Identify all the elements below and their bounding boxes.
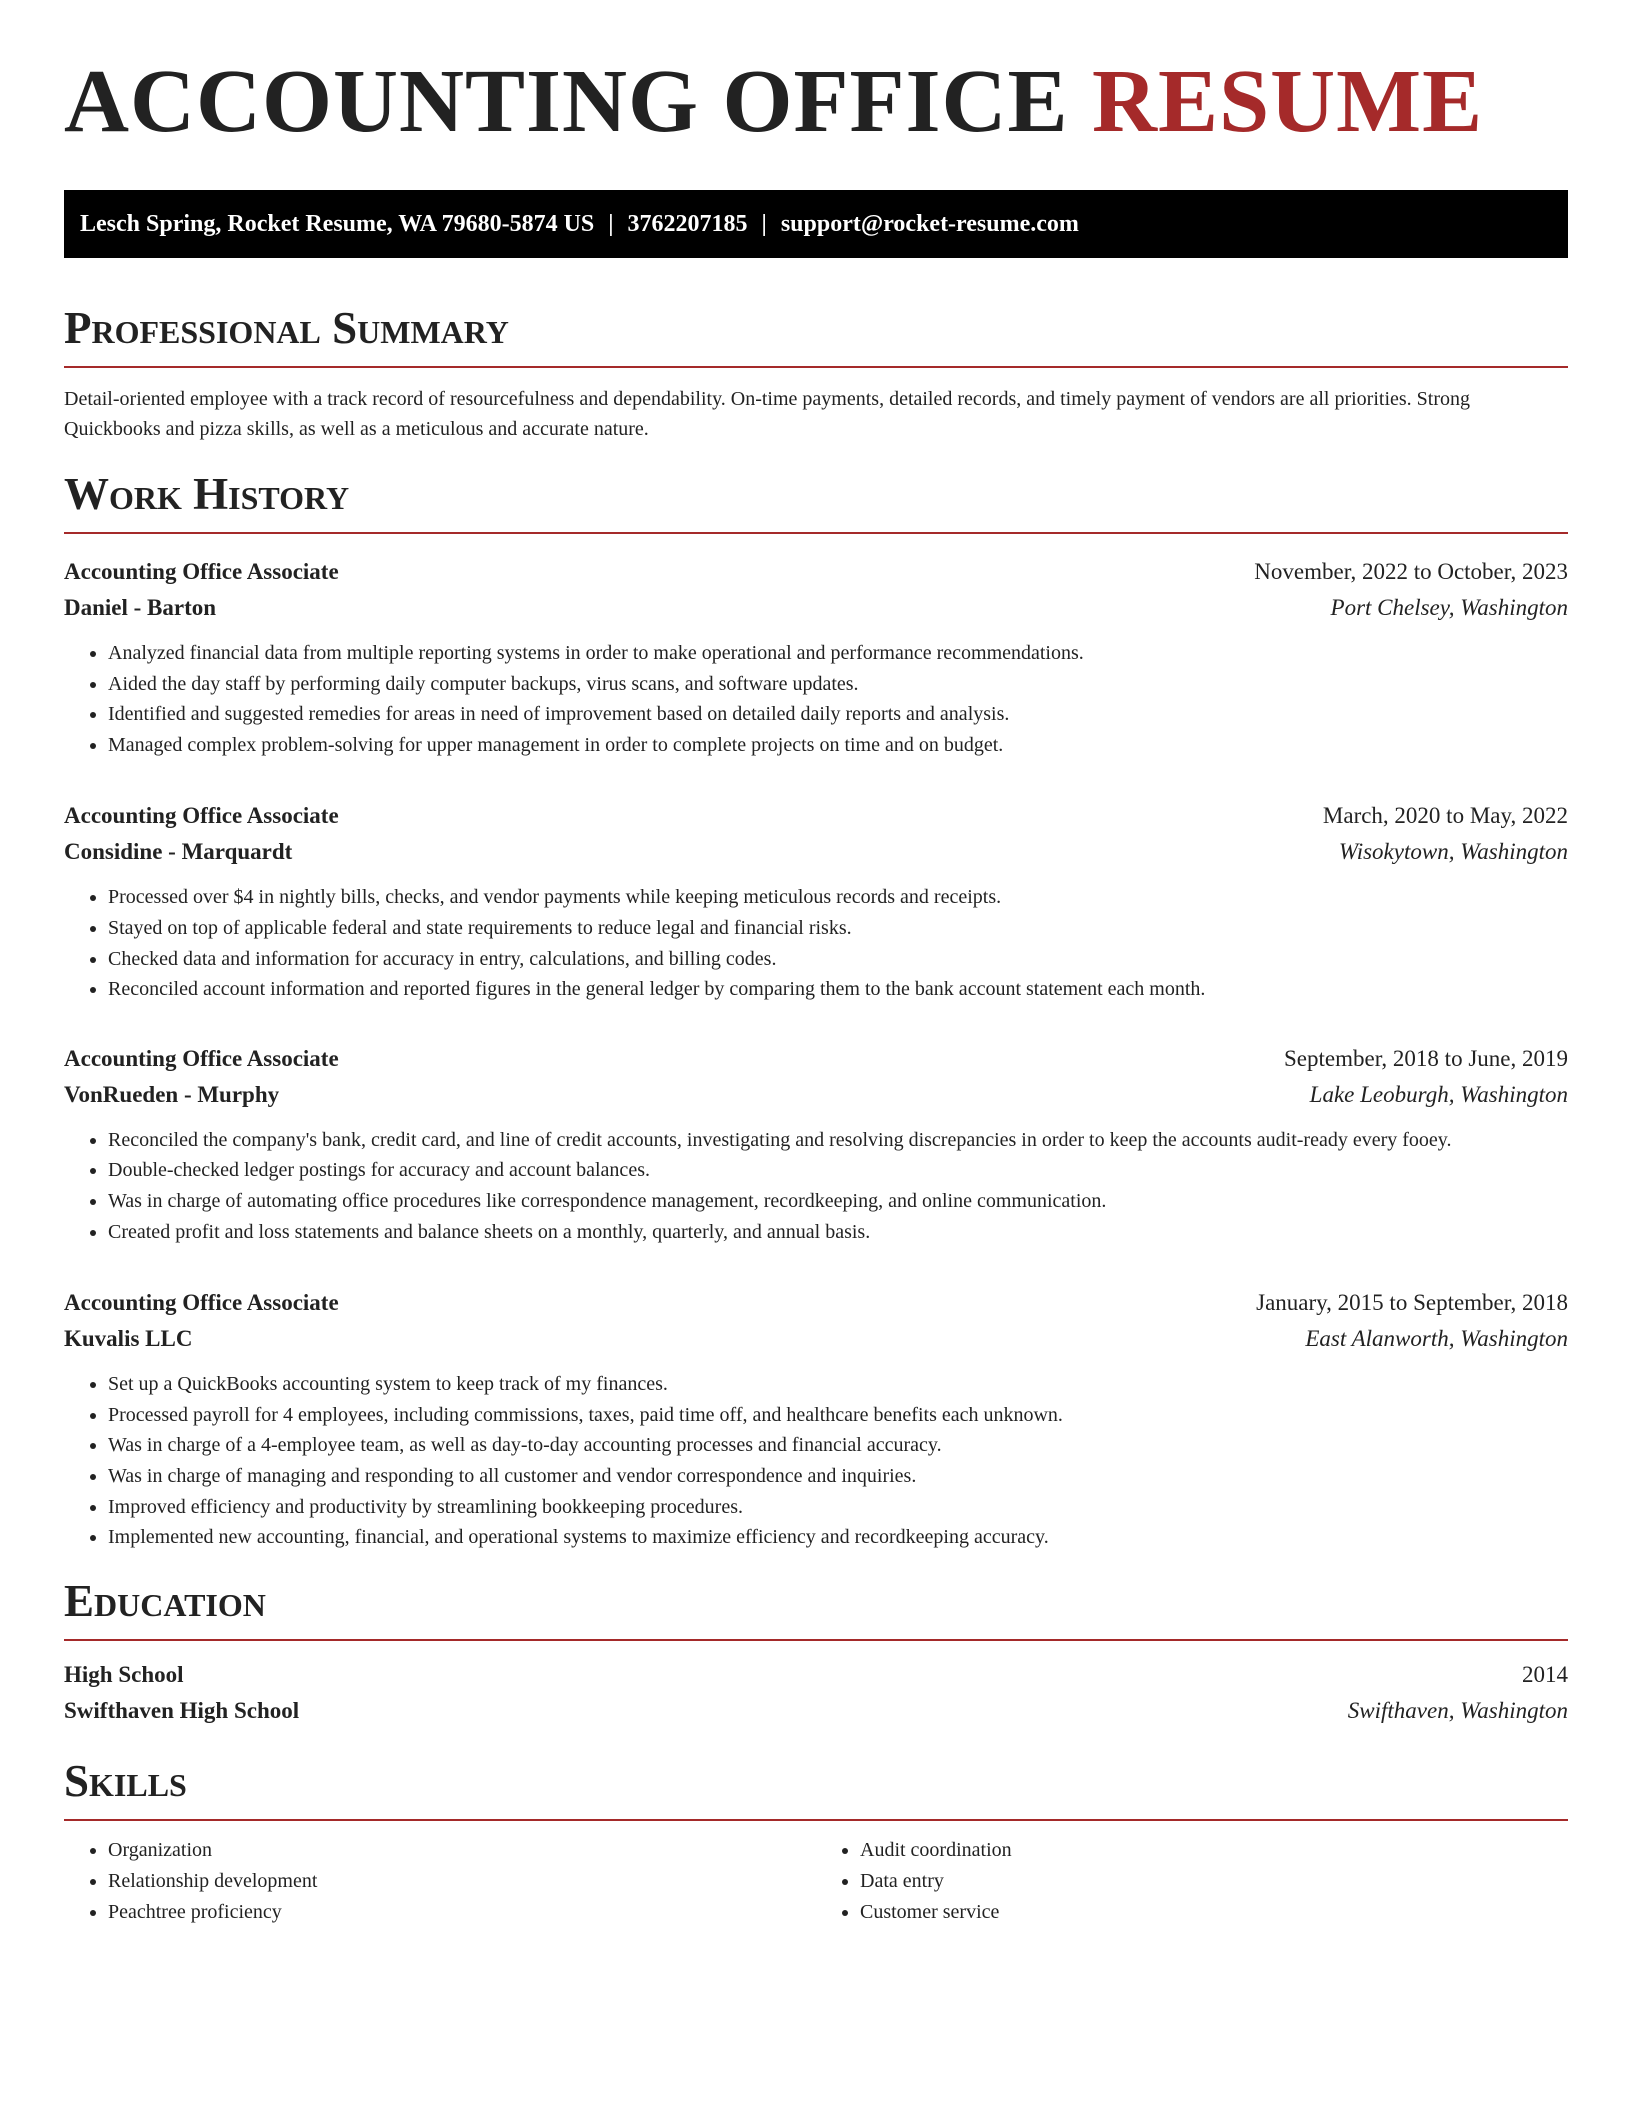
job-bullet: • Reconciled account information and reported figures in the general ledger by comparing them to the bank account statement each month. [108,974,1568,1005]
job-location: Lake Leoburgh, Washington [1309,1081,1568,1107]
summary-heading: Professional Summary [64,302,1568,368]
education-heading: Education [64,1575,1568,1641]
job-bullet: • Processed payroll for 4 employees, including commissions, taxes, paid time off, and healthcare benefits each unknown. [108,1400,1568,1431]
job-bullet: • Created profit and loss statements and balance sheets on a monthly, quarterly, and annual basis. [108,1217,1568,1248]
skill-item: • Organization [108,1835,816,1866]
page-title [64,0,1568,152]
job-header-row [64,1285,1568,1321]
summary-text: Detail-oriented employee with a track record of resourcefulness and dependability. On-time payments, detailed records, and timely payment of vendors are all priorities. Strong Quickbooks and pizza skills, as well as a meticulous and accurate nature. [64,388,1471,440]
job-header-row [64,554,1568,590]
job-entry [64,1285,1568,1553]
education-location: Swifthaven, Washington [1347,1697,1568,1723]
job-bullet: • Improved efficiency and productivity by streamlining bookkeeping procedures. [108,1492,1568,1523]
skill-item: • Data entry [860,1866,1568,1897]
job-title: Accounting Office Associate [64,559,339,584]
job-location: Wisokytown, Washington [1338,839,1568,865]
job-dates: September, 2018 to June, 2019 [1284,1045,1568,1071]
job-bullet: • Double-checked ledger postings for accuracy and account balances. [108,1155,1568,1186]
contact-separator: | [608,211,614,237]
job-entry [64,554,1568,760]
education-entry [64,1657,1568,1729]
job-bullet: • Set up a QuickBooks accounting system to keep track of my finances. [108,1369,1568,1400]
job-bullet: • Was in charge of a 4-employee team, as well as day-to-day accounting processes and financial accuracy. [108,1430,1568,1461]
title-accent: RESUME [1092,52,1484,151]
skills-heading: Skills [64,1755,1568,1821]
education-section [64,1575,1568,1729]
job-company: Daniel - Barton [64,595,217,620]
work-history-section [64,468,1568,1553]
job-bullet: • Analyzed financial data from multiple reporting systems in order to make operational and performance recommendations. [108,638,1568,669]
job-bullets [64,1125,1568,1247]
education-year: 2014 [1522,1661,1568,1687]
education-header-row [64,1657,1568,1693]
job-bullet: • Identified and suggested remedies for areas in need of improvement based on detailed daily reports and analysis. [108,699,1568,730]
job-company-row [64,834,1568,870]
contact-address: Lesch Spring, Rocket Resume, WA 79680-5874 US [80,211,595,237]
job-location: East Alanworth, Washington [1305,1326,1568,1352]
job-header-row [64,798,1568,834]
job-company-row [64,1077,1568,1113]
contact-separator: | [761,211,767,237]
job-company: VonRueden - Murphy [64,1081,280,1107]
job-bullet: • Checked data and information for accuracy in entry, calculations, and billing codes. [108,944,1568,975]
job-bullet: • Aided the day staff by performing daily computer backups, virus scans, and software updates. [108,669,1568,700]
job-title: Accounting Office Associate [64,1290,339,1316]
job-dates: November, 2022 to October, 2023 [1254,559,1568,584]
job-bullets [64,1369,1568,1553]
job-title: Accounting Office Associate [64,1045,339,1071]
job-company-row [64,1321,1568,1357]
job-company: Considine - Marquardt [64,839,293,865]
job-bullet: • Managed complex problem-solving for upper management in order to complete projects on time and on budget. [108,730,1568,761]
job-bullet: • Processed over $4 in nightly bills, checks, and vendor payments while keeping meticulous records and receipts. [108,882,1568,913]
job-bullet: • Stayed on top of applicable federal and state requirements to reduce legal and financial risks. [108,913,1568,944]
job-bullets [64,638,1568,760]
job-bullet: • Was in charge of managing and responding to all customer and vendor correspondence and inquiries. [108,1461,1568,1492]
skills-section [64,1755,1568,1928]
skill-item: • Audit coordination [860,1835,1568,1866]
job-bullet: • Was in charge of automating office procedures like correspondence management, recordkeeping, and online communication. [108,1186,1568,1217]
job-company: Kuvalis LLC [64,1326,193,1352]
education-degree: High School [64,1661,184,1687]
job-bullet: • Implemented new accounting, financial, and operational systems to maximize efficiency and recordkeeping accuracy. [108,1522,1568,1553]
skills-grid [64,1835,1568,1928]
education-school: Swifthaven High School [64,1697,300,1723]
job-dates: January, 2015 to September, 2018 [1256,1290,1568,1316]
job-company-row [64,590,1568,626]
skills-column-left [64,1835,816,1928]
title-main: ACCOUNTING OFFICE [64,52,1069,151]
job-dates: March, 2020 to May, 2022 [1322,803,1568,829]
contact-bar [64,190,1568,258]
job-entry [64,798,1568,1004]
contact-phone: 3762207185 [627,211,748,237]
skill-item: • Customer service [860,1897,1568,1928]
job-title: Accounting Office Associate [64,803,339,829]
job-location: Port Chelsey, Washington [1330,595,1568,620]
education-school-row [64,1693,1568,1729]
job-bullets [64,882,1568,1004]
skill-item: • Peachtree proficiency [108,1897,816,1928]
skill-item: • Relationship development [108,1866,816,1897]
work-history-heading: Work History [64,468,1568,534]
job-header-row [64,1041,1568,1077]
summary-section [64,302,1568,444]
job-entry [64,1041,1568,1247]
skills-column-right [816,1835,1568,1928]
job-bullet: • Reconciled the company's bank, credit card, and line of credit accounts, investigating and resolving discrepancies in order to keep the accounts audit-ready every fooey. [108,1125,1568,1156]
contact-email: support@rocket-resume.com [780,211,1079,237]
